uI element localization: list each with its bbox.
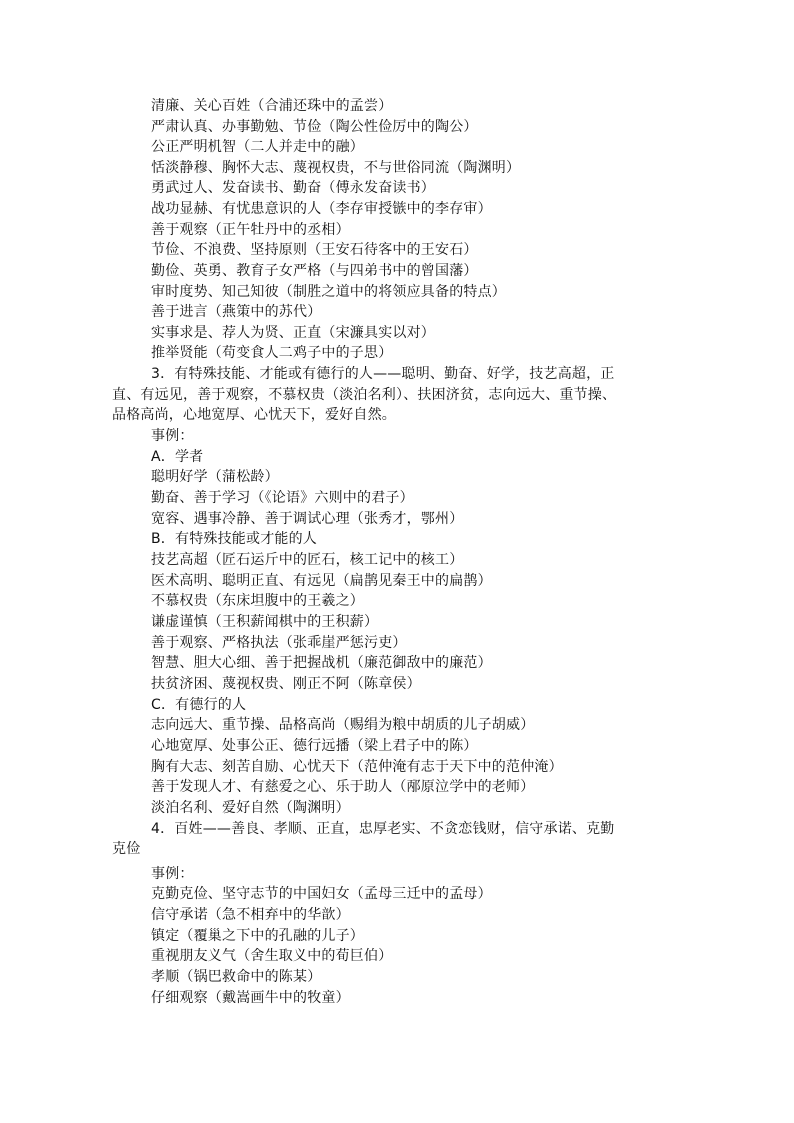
text-line: 聪明好学（蒲松龄）: [151, 469, 279, 485]
text-line: 仔细观察（戴嵩画牛中的牧童）: [151, 990, 350, 1006]
text-line: 心地宽厚、处事公正、德行远播（梁上君子中的陈）: [151, 738, 478, 754]
text-line: 胸有大志、刻苦自励、心忧天下（范仲淹有志于天下中的范仲淹）: [151, 759, 563, 775]
text-line: 谦虚谨慎（王积薪闻棋中的王积薪）: [151, 614, 379, 630]
paragraph-4-line-2: 克俭: [112, 841, 141, 857]
text-line: 善于观察、严格执法（张乖崖严惩污吏）: [151, 635, 407, 651]
text-line: 重视朋友义气（舍生取义中的荀巨伯）: [151, 948, 393, 964]
text-line: 不慕权贵（东床坦腹中的王羲之）: [151, 593, 364, 609]
paragraph-3-line-3: 品格高尚，心地宽厚、心忧天下，爱好自然。: [112, 407, 396, 423]
text-line: 审时度势、知己知彼（制胜之道中的将领应具备的特点）: [151, 284, 506, 300]
text-line: 勇武过人、发奋读书、勤奋（傅永发奋读书）: [151, 180, 435, 196]
text-line: 善于进言（燕策中的苏代）: [151, 304, 322, 320]
text-line: 勤俭、英勇、教育子女严格（与四弟书中的曾国藩）: [151, 263, 478, 279]
text-line: 善于观察（正午牡丹中的丞相）: [151, 222, 350, 238]
text-line: 医术高明、聪明正直、有远见（扁鹊见秦王中的扁鹊）: [151, 573, 492, 589]
text-line: 克勤克俭、坚守志节的中国妇女（孟母三迁中的孟母）: [151, 886, 492, 902]
text-line: 智慧、胆大心细、善于把握战机（廉范御敌中的廉范）: [151, 655, 492, 671]
paragraph-3-line-1: 3．有特殊技能、才能或有德行的人——聪明、勤奋、好学，技艺高超，正: [151, 366, 615, 382]
text-line: 清廉、关心百姓（合浦还珠中的孟尝）: [151, 98, 393, 114]
section-heading-a: A．学者: [151, 449, 204, 465]
paragraph-4-line-1: 4．百姓——善良、孝顺、正直，忠厚老实、不贪恋钱财，信守承诺、克勤: [151, 821, 615, 837]
text-line: 宽容、遇事冷静、善于调试心理（张秀才，鄂州）: [151, 511, 464, 527]
text-line: 志向远大、重节操、品格高尚（赐绢为粮中胡质的儿子胡威）: [151, 717, 535, 733]
text-line: 节俭、不浪费、坚持原则（王安石待客中的王安石）: [151, 242, 478, 258]
text-line: 公正严明机智（二人并走中的融）: [151, 139, 364, 155]
paragraph-3-line-2: 直、有远见，善于观察，不慕权贵（淡泊名利）、扶困济贫，志向远大、重节操、: [112, 387, 617, 403]
examples-label: 事例：: [151, 428, 194, 444]
section-heading-c: C．有德行的人: [151, 697, 247, 713]
text-line: 勤奋、善于学习（《论语》六则中的君子）: [151, 490, 414, 506]
text-line: 淡泊名利、爱好自然（陶渊明）: [151, 800, 350, 816]
text-line: 善于发现人才、有慈爱之心、乐于助人（邴原泣学中的老师）: [151, 779, 535, 795]
text-line: 技艺高超（匠石运斤中的匠石，核工记中的核工）: [151, 552, 464, 568]
text-line: 推举贤能（苟变食人二鸡子中的子思）: [151, 345, 393, 361]
text-line: 战功显赫、有忧患意识的人（李存审授镞中的李存审）: [151, 201, 492, 217]
text-line: 信守承诺（急不相弃中的华歆）: [151, 907, 350, 923]
text-line: 实事求是、荐人为贤、正直（宋濂具实以对）: [151, 325, 435, 341]
section-heading-b: B．有特殊技能或才能的人: [151, 531, 318, 547]
text-line: 镇定（覆巢之下中的孔融的儿子）: [151, 928, 364, 944]
text-line: 恬淡静穆、胸怀大志、蔑视权贵，不与世俗同流（陶渊明）: [151, 160, 521, 176]
text-line: 孝顺（锅巴救命中的陈某）: [151, 969, 322, 985]
text-line: 严肃认真、办事勤勉、节俭（陶公性俭厉中的陶公）: [151, 119, 478, 135]
examples-label: 事例：: [151, 866, 194, 882]
text-line: 扶贫济困、蔑视权贵、刚正不阿（陈章侯）: [151, 676, 421, 692]
